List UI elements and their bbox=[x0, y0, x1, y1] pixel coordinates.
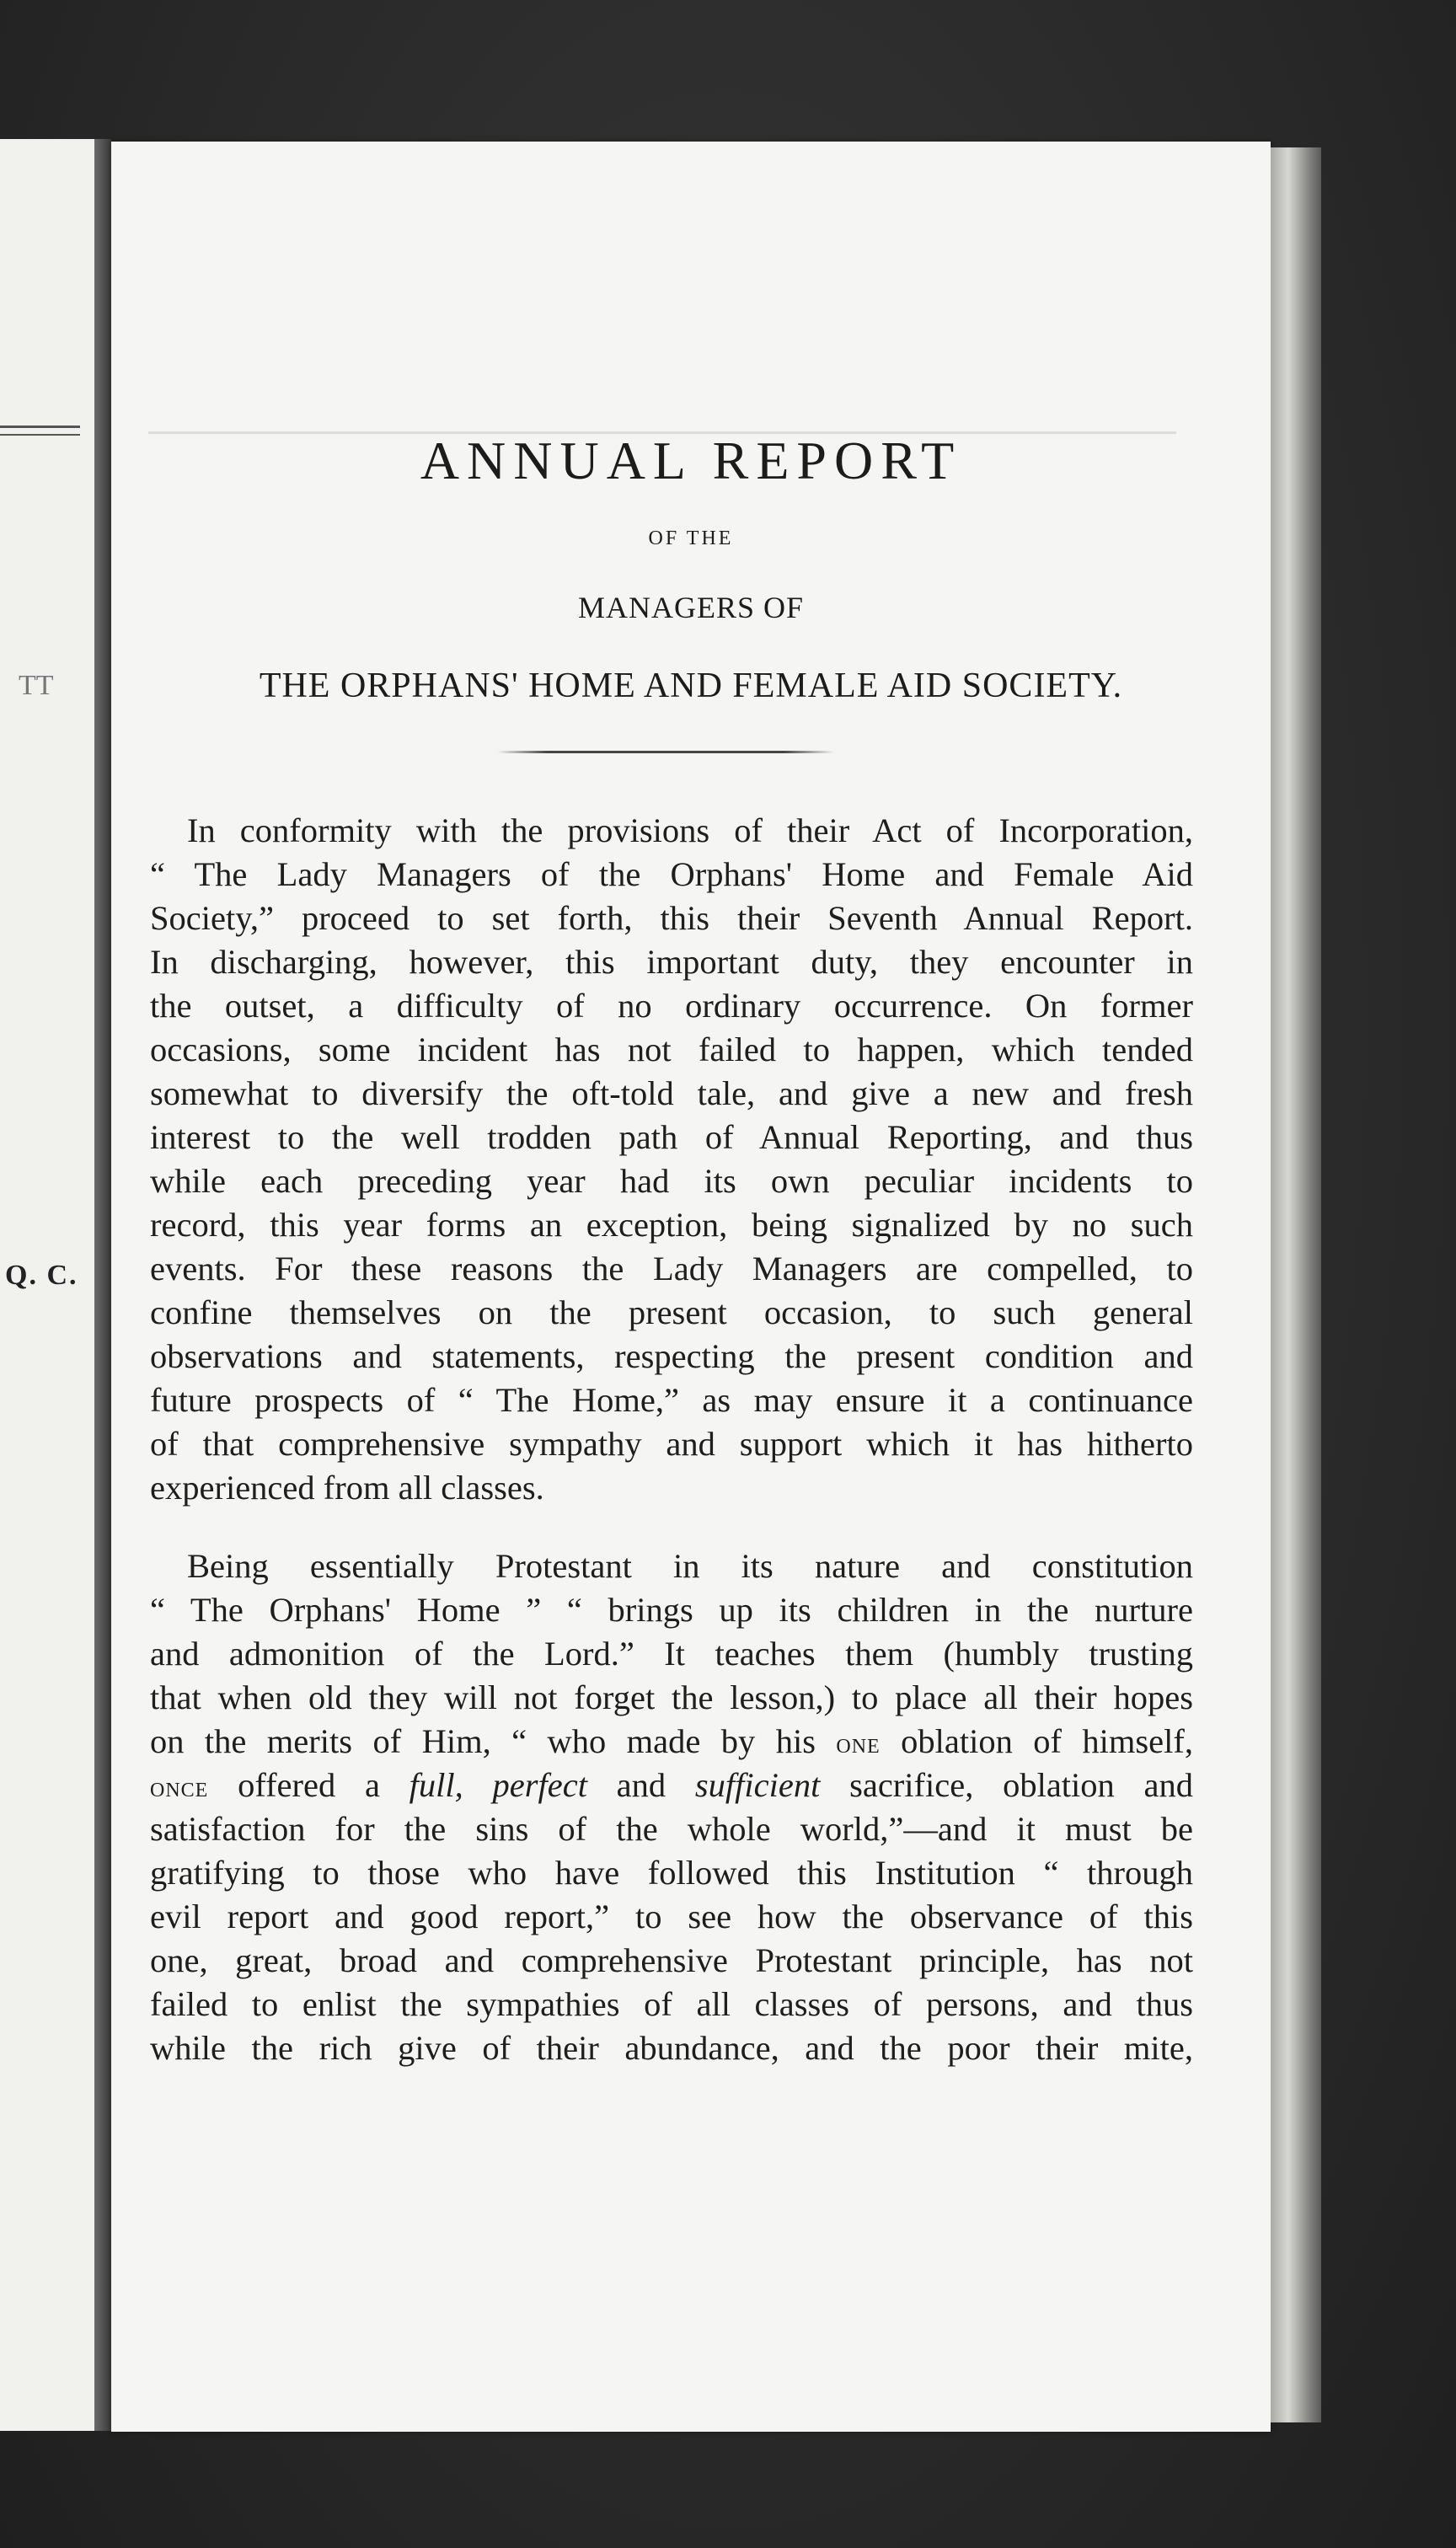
text-line: occasions, some incident has not failed to happen, which tended bbox=[150, 1030, 1193, 1068]
left-page-rule bbox=[0, 434, 80, 436]
left-page-rule bbox=[0, 426, 80, 428]
text-line: failed to enlist the sympathies of all classes of persons, and thus bbox=[150, 1985, 1193, 2023]
report-title: ANNUAL REPORT bbox=[420, 431, 962, 490]
text-line: Being essentially Protestant in its nature and constitution bbox=[187, 1547, 1193, 1585]
page-stack-edge bbox=[1271, 147, 1321, 2422]
text-line: record, this year forms an exception, being signalized by no such bbox=[150, 1206, 1193, 1244]
text-run: oblation of himself, bbox=[880, 1722, 1194, 1760]
italic-run: full, perfect bbox=[409, 1766, 587, 1804]
text-line: interest to the well trodden path of Annual Reporting, and thus bbox=[150, 1118, 1193, 1156]
text-line: In conformity with the provisions of their Act of Incorporation, bbox=[187, 811, 1193, 849]
text-line: while each preceding year had its own peculiar incidents to bbox=[150, 1162, 1193, 1200]
text-line: of that comprehensive sympathy and support which it has hitherto bbox=[150, 1425, 1193, 1463]
text-line: that when old they will not forget the lesson,) to place all their hopes bbox=[150, 1678, 1193, 1716]
text-line: “ The Orphans' Home ” “ brings up its children in the nurture bbox=[150, 1591, 1193, 1629]
text-line: confine themselves on the present occasion, to such general bbox=[150, 1293, 1193, 1331]
text-line: satisfaction for the sins of the whole world,”—and it must be bbox=[150, 1810, 1193, 1848]
text-line: one, great, broad and comprehensive Protestant principle, has not bbox=[150, 1941, 1193, 1979]
small-caps-word: once bbox=[150, 1772, 209, 1803]
text-run: sacrifice, oblation and bbox=[820, 1766, 1193, 1804]
text-run: and bbox=[586, 1766, 695, 1804]
text-line: experienced from all classes. bbox=[150, 1469, 544, 1507]
text-line: the outset, a difficulty of no ordinary occurrence. On former bbox=[150, 987, 1193, 1025]
text-line bbox=[150, 1720, 1193, 1764]
report-subtitle-managers: MANAGERS OF bbox=[577, 591, 805, 624]
text-run: offered a bbox=[208, 1766, 410, 1804]
text-line: gratifying to those who have followed this Institution “ through bbox=[150, 1854, 1193, 1892]
text-run: on the merits of Him, “ who made by his bbox=[150, 1722, 837, 1760]
report-subtitle-of-the: OF THE bbox=[648, 527, 734, 549]
text-line bbox=[150, 1764, 1193, 1807]
paragraph-2 bbox=[150, 1544, 1193, 2070]
text-line: Society,” proceed to set forth, this their Seventh Annual Report. bbox=[150, 899, 1193, 937]
book-gutter bbox=[94, 139, 111, 2431]
left-page-margin-mark: Q. C. bbox=[5, 1260, 78, 1291]
text-line: and admonition of the Lord.” It teaches them (humbly trusting bbox=[150, 1635, 1193, 1673]
text-line: future prospects of “ The Home,” as may ensure it a continuance bbox=[150, 1381, 1193, 1419]
text-line: while the rich give of their abundance, and the poor their mite, bbox=[150, 2029, 1193, 2067]
text-line: In discharging, however, this important duty, they encounter in bbox=[150, 943, 1193, 981]
text-line: somewhat to diversify the oft-told tale, and give a new and fresh bbox=[150, 1074, 1193, 1112]
text-line: “ The Lady Managers of the Orphans' Home and Female Aid bbox=[150, 855, 1193, 893]
text-line: observations and statements, respecting the present condition and bbox=[150, 1337, 1193, 1375]
paragraph-1 bbox=[150, 809, 1193, 1510]
small-caps-word: one bbox=[836, 1728, 881, 1759]
society-name: THE ORPHANS' HOME AND FEMALE AID SOCIETY. bbox=[259, 666, 1123, 705]
text-line: evil report and good report,” to see how the observance of this bbox=[150, 1898, 1193, 1935]
text-line: events. For these reasons the Lady Managers are compelled, to bbox=[150, 1250, 1193, 1287]
left-page-edge-text: TT bbox=[19, 670, 54, 701]
italic-run: sufficient bbox=[694, 1766, 821, 1804]
title-divider bbox=[497, 751, 834, 753]
